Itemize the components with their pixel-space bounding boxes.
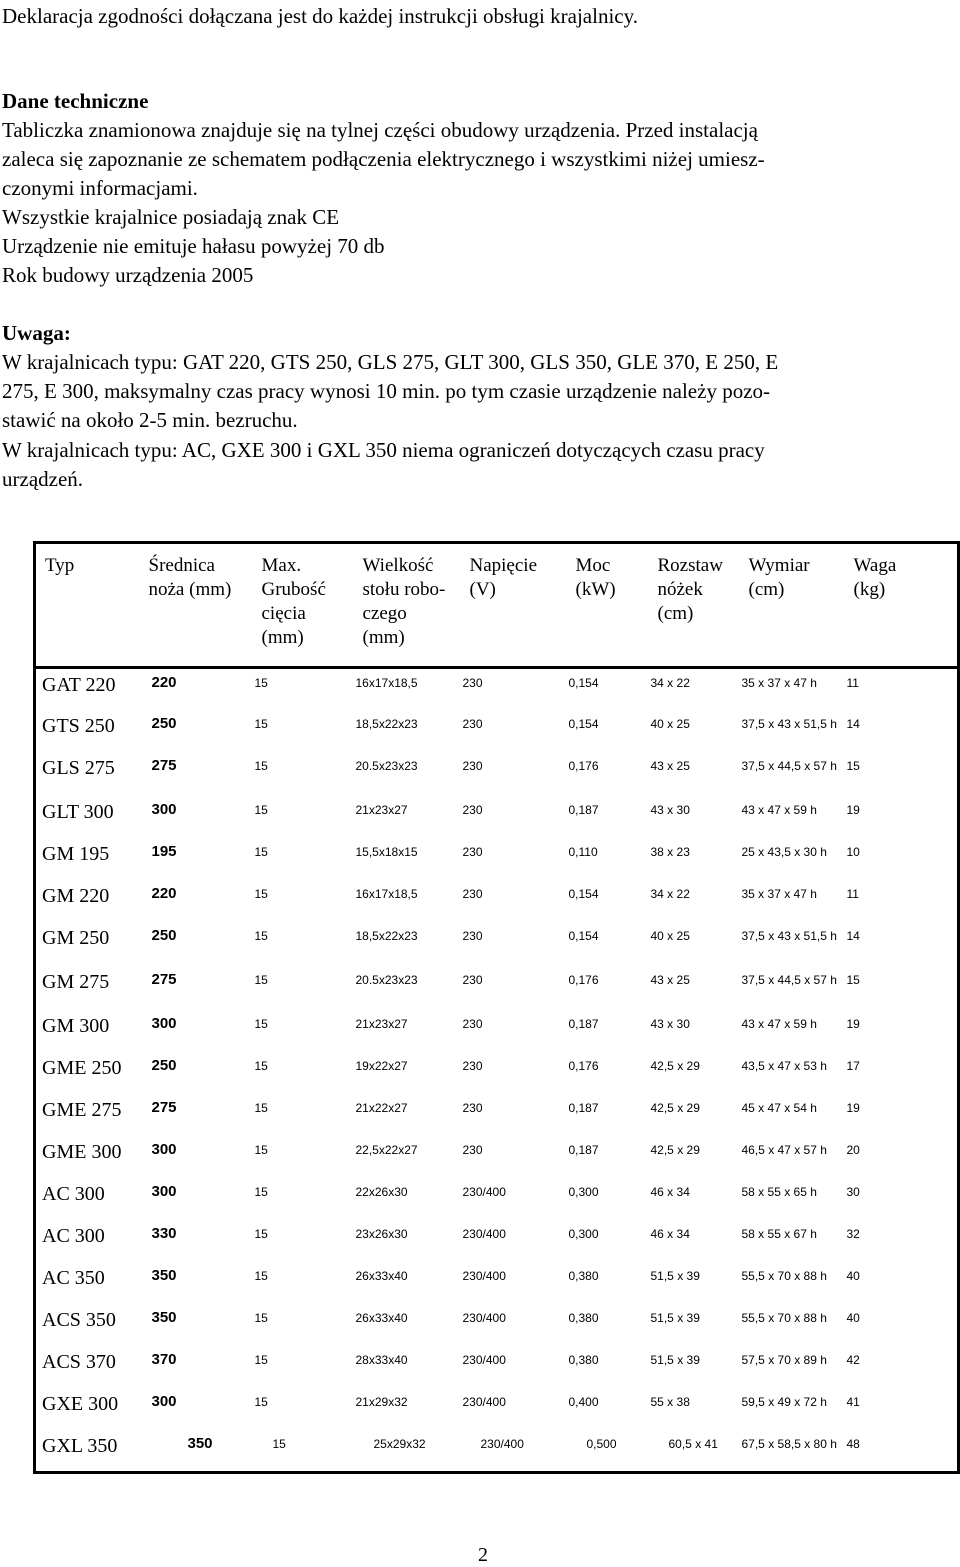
- type-cell: AC 300: [42, 1225, 105, 1248]
- blade-cell: 350: [151, 1267, 177, 1285]
- table-header-row: [35, 543, 959, 668]
- type-cell: ACS 370: [42, 1351, 116, 1374]
- table-size-cell: 15,5x18x15: [355, 844, 418, 859]
- type-cell: GME 275: [42, 1099, 122, 1122]
- blade-cell: 220: [151, 884, 177, 902]
- blade-cell: 275: [151, 756, 177, 774]
- table-size-cell: 22x26x30: [355, 1185, 408, 1200]
- dimensions-cell: 67,5 x 58,5 x 80 h: [741, 1437, 837, 1452]
- table-size-cell: 25x29x32: [373, 1437, 426, 1452]
- blade-cell: 300: [151, 1183, 177, 1201]
- weight-cell: 19: [846, 802, 860, 817]
- dimensions-cell: 43 x 47 x 59 h: [741, 1017, 817, 1032]
- table-row: [35, 966, 959, 1010]
- voltage-cell: 230/400: [462, 1227, 506, 1242]
- technical-line-3: czonymi informacjami.: [2, 176, 198, 200]
- blade-cell: 300: [151, 1141, 177, 1159]
- weight-cell: 20: [846, 1143, 860, 1158]
- power-cell: 0,154: [568, 928, 599, 943]
- leg-spacing-cell: 46 x 34: [650, 1227, 690, 1242]
- table-row: [35, 922, 959, 966]
- blade-cell: 250: [151, 714, 177, 732]
- blade-cell: 275: [151, 1099, 177, 1117]
- power-cell: 0,380: [568, 1269, 599, 1284]
- voltage-cell: 230/400: [480, 1437, 524, 1452]
- blade-cell: 275: [151, 970, 177, 988]
- dimensions-cell: 35 x 37 x 47 h: [741, 886, 817, 901]
- leg-spacing-cell: 43 x 30: [650, 802, 690, 817]
- table-size-cell: 21x23x27: [355, 1017, 408, 1032]
- leg-spacing-cell: 42,5 x 29: [650, 1059, 700, 1074]
- table-row: [35, 1220, 959, 1262]
- thickness-cell: 15: [254, 1269, 268, 1284]
- note-line-5: urządzeń.: [2, 467, 84, 491]
- leg-spacing-cell: 60,5 x 41: [668, 1437, 718, 1452]
- dimensions-cell: 55,5 x 70 x 88 h: [741, 1311, 827, 1326]
- note-line-3: stawić na około 2-5 min. bezruchu.: [2, 408, 298, 432]
- leg-spacing-cell: 42,5 x 29: [650, 1143, 700, 1158]
- weight-cell: 11: [846, 886, 859, 901]
- power-cell: 0,154: [568, 676, 599, 690]
- voltage-cell: 230: [462, 758, 483, 773]
- table-row: [35, 1178, 959, 1220]
- weight-cell: 14: [846, 928, 860, 943]
- table-row: [35, 668, 959, 710]
- weight-cell: 40: [846, 1269, 860, 1284]
- leg-spacing-cell: 34 x 22: [650, 886, 690, 901]
- type-cell: GM 300: [42, 1015, 110, 1038]
- thickness-cell: 15: [254, 1395, 268, 1410]
- type-cell: ACS 350: [42, 1309, 116, 1332]
- dimensions-cell: 37,5 x 44,5 x 57 h: [741, 972, 837, 987]
- table-row: [35, 1052, 959, 1094]
- header-blade-diameter: Średnica noża (mm): [140, 543, 253, 668]
- weight-cell: 19: [846, 1017, 860, 1032]
- weight-cell: 41: [846, 1395, 860, 1410]
- table-row: [35, 1304, 959, 1346]
- table-size-cell: 20.5x23x23: [355, 758, 418, 773]
- dimensions-cell: 58 x 55 x 65 h: [741, 1185, 817, 1200]
- voltage-cell: 230/400: [462, 1311, 506, 1326]
- dimensions-cell: 37,5 x 43 x 51,5 h: [741, 928, 837, 943]
- weight-cell: 15: [846, 972, 860, 987]
- thickness-cell: 15: [254, 1353, 268, 1368]
- leg-spacing-cell: 34 x 22: [650, 676, 690, 690]
- dimensions-cell: 58 x 55 x 67 h: [741, 1227, 817, 1242]
- voltage-cell: 230: [462, 928, 483, 943]
- weight-cell: 32: [846, 1227, 860, 1242]
- header-weight: Waga (kg): [845, 543, 959, 668]
- type-cell: GM 275: [42, 970, 110, 993]
- power-cell: 0,176: [568, 1059, 599, 1074]
- table-row: [35, 796, 959, 838]
- blade-cell: 300: [151, 800, 177, 818]
- thickness-cell: 15: [254, 1101, 268, 1116]
- specifications-table: [33, 541, 960, 1474]
- type-cell: GM 195: [42, 842, 110, 865]
- table-size-cell: 21x23x27: [355, 802, 408, 817]
- table-size-cell: 18,5x22x23: [355, 928, 418, 943]
- declaration-text: Deklaracja zgodności dołączana jest do każdej instrukcji obsługi krajalnicy.: [2, 4, 638, 28]
- dimensions-cell: 43,5 x 47 x 53 h: [741, 1059, 827, 1074]
- table-size-cell: 21x22x27: [355, 1101, 408, 1116]
- voltage-cell: 230: [462, 716, 483, 731]
- thickness-cell: 15: [254, 886, 268, 901]
- header-table-size: Wielkość stołu robo- czego (mm): [354, 543, 461, 668]
- note-heading: Uwaga:: [2, 321, 71, 345]
- technical-line-6: Rok budowy urządzenia 2005: [2, 263, 254, 287]
- power-cell: 0,110: [568, 844, 598, 859]
- power-cell: 0,154: [568, 886, 599, 901]
- type-cell: GM 250: [42, 926, 110, 949]
- power-cell: 0,400: [568, 1395, 599, 1410]
- voltage-cell: 230: [462, 844, 483, 859]
- table-row: [35, 1136, 959, 1178]
- technical-heading: Dane techniczne: [2, 89, 149, 113]
- blade-cell: 250: [151, 1057, 177, 1075]
- voltage-cell: 230/400: [462, 1395, 506, 1410]
- power-cell: 0,500: [586, 1437, 617, 1452]
- table-row: [35, 838, 959, 880]
- blade-cell: 370: [151, 1351, 177, 1369]
- dimensions-cell: 25 x 43,5 x 30 h: [741, 844, 827, 859]
- type-cell: GXL 350: [42, 1435, 118, 1458]
- blade-cell: 300: [151, 1015, 177, 1033]
- leg-spacing-cell: 43 x 30: [650, 1017, 690, 1032]
- table-row: [35, 1262, 959, 1304]
- type-cell: AC 350: [42, 1267, 105, 1290]
- header-max-thickness: Max. Grubość cięcia (mm): [253, 543, 354, 668]
- type-cell: GME 250: [42, 1057, 122, 1080]
- thickness-cell: 15: [254, 972, 268, 987]
- weight-cell: 15: [846, 758, 860, 773]
- table-row: [35, 710, 959, 752]
- blade-cell: 250: [151, 926, 177, 944]
- table-size-cell: 26x33x40: [355, 1311, 408, 1326]
- weight-cell: 40: [846, 1311, 860, 1326]
- power-cell: 0,380: [568, 1353, 599, 1368]
- technical-line-1: Tabliczka znamionowa znajduje się na tylnej części obudowy urządzenia. Przed instalacją: [2, 118, 758, 142]
- header-type: Typ: [35, 543, 140, 668]
- table-size-cell: 28x33x40: [355, 1353, 408, 1368]
- header-leg-spacing: Rozstaw nóżek (cm): [649, 543, 740, 668]
- voltage-cell: 230: [462, 886, 483, 901]
- voltage-cell: 230: [462, 1143, 483, 1158]
- thickness-cell: 15: [254, 1185, 268, 1200]
- power-cell: 0,187: [568, 1101, 599, 1116]
- dimensions-cell: 37,5 x 44,5 x 57 h: [741, 758, 837, 773]
- dimensions-cell: 37,5 x 43 x 51,5 h: [741, 716, 837, 731]
- header-dimensions: Wymiar (cm): [740, 543, 845, 668]
- thickness-cell: 15: [254, 928, 268, 943]
- weight-cell: 10: [846, 844, 860, 859]
- leg-spacing-cell: 43 x 25: [650, 758, 690, 773]
- leg-spacing-cell: 43 x 25: [650, 972, 690, 987]
- blade-cell: 220: [151, 674, 177, 691]
- dimensions-cell: 57,5 x 70 x 89 h: [741, 1353, 827, 1368]
- weight-cell: 30: [846, 1185, 860, 1200]
- power-cell: 0,300: [568, 1227, 599, 1242]
- table-size-cell: 20.5x23x23: [355, 972, 418, 987]
- weight-cell: 48: [846, 1437, 860, 1452]
- blade-cell: 350: [187, 1435, 213, 1453]
- table-row: [35, 1388, 959, 1430]
- voltage-cell: 230: [462, 802, 483, 817]
- note-line-2: 275, E 300, maksymalny czas pracy wynosi 10 min. po tym czasie urządzenie należy pozo-: [2, 379, 771, 403]
- type-cell: GAT 220: [42, 674, 116, 696]
- power-cell: 0,187: [568, 1017, 599, 1032]
- voltage-cell: 230: [462, 676, 483, 690]
- dimensions-cell: 46,5 x 47 x 57 h: [741, 1143, 827, 1158]
- thickness-cell: 15: [254, 758, 268, 773]
- technical-line-4: Wszystkie krajalnice posiadają znak CE: [2, 205, 340, 229]
- leg-spacing-cell: 42,5 x 29: [650, 1101, 700, 1116]
- voltage-cell: 230: [462, 1059, 483, 1074]
- blade-cell: 350: [151, 1309, 177, 1327]
- voltage-cell: 230: [462, 972, 483, 987]
- power-cell: 0,380: [568, 1311, 599, 1326]
- power-cell: 0,154: [568, 716, 599, 731]
- header-voltage: Napięcie (V): [461, 543, 567, 668]
- note-line-1: W krajalnicach typu: GAT 220, GTS 250, GLS 275, GLT 300, GLS 350, GLE 370, E 250, E: [2, 350, 779, 374]
- table-size-cell: 16x17x18,5: [355, 886, 418, 901]
- weight-cell: 11: [846, 676, 859, 690]
- blade-cell: 195: [151, 842, 177, 860]
- type-cell: GLT 300: [42, 800, 114, 823]
- weight-cell: 14: [846, 716, 860, 731]
- voltage-cell: 230: [462, 1017, 483, 1032]
- type-cell: GXE 300: [42, 1393, 119, 1416]
- thickness-cell: 15: [254, 1311, 268, 1326]
- table-row: [35, 1094, 959, 1136]
- table-row: [35, 752, 959, 796]
- table-size-cell: 22,5x22x27: [355, 1143, 418, 1158]
- dimensions-cell: 55,5 x 70 x 88 h: [741, 1269, 827, 1284]
- voltage-cell: 230/400: [462, 1269, 506, 1284]
- leg-spacing-cell: 51,5 x 39: [650, 1311, 700, 1326]
- thickness-cell: 15: [254, 1059, 268, 1074]
- thickness-cell: 15: [254, 676, 268, 690]
- dimensions-cell: 45 x 47 x 54 h: [741, 1101, 817, 1116]
- table-size-cell: 18,5x22x23: [355, 716, 418, 731]
- table-row: [35, 1430, 959, 1472]
- leg-spacing-cell: 40 x 25: [650, 928, 690, 943]
- weight-cell: 19: [846, 1101, 860, 1116]
- thickness-cell: 15: [254, 1143, 268, 1158]
- thickness-cell: 15: [254, 802, 268, 817]
- voltage-cell: 230/400: [462, 1185, 506, 1200]
- table-size-cell: 26x33x40: [355, 1269, 408, 1284]
- leg-spacing-cell: 51,5 x 39: [650, 1353, 700, 1368]
- weight-cell: 17: [846, 1059, 860, 1074]
- header-power: Moc (kW): [567, 543, 649, 668]
- table-size-cell: 19x22x27: [355, 1059, 408, 1074]
- table-size-cell: 21x29x32: [355, 1395, 408, 1410]
- leg-spacing-cell: 55 x 38: [650, 1395, 690, 1410]
- note-line-4: W krajalnicach typu: AC, GXE 300 i GXL 350 niema ograniczeń dotyczących czasu pracy: [2, 438, 765, 462]
- weight-cell: 42: [846, 1353, 860, 1368]
- leg-spacing-cell: 38 x 23: [650, 844, 690, 859]
- power-cell: 0,176: [568, 758, 599, 773]
- power-cell: 0,300: [568, 1185, 599, 1200]
- voltage-cell: 230/400: [462, 1353, 506, 1368]
- leg-spacing-cell: 46 x 34: [650, 1185, 690, 1200]
- power-cell: 0,176: [568, 972, 599, 987]
- type-cell: GTS 250: [42, 714, 115, 737]
- dimensions-cell: 43 x 47 x 59 h: [741, 802, 817, 817]
- voltage-cell: 230: [462, 1101, 483, 1116]
- thickness-cell: 15: [272, 1437, 286, 1452]
- power-cell: 0,187: [568, 802, 599, 817]
- type-cell: GME 300: [42, 1141, 122, 1164]
- dimensions-cell: 59,5 x 49 x 72 h: [741, 1395, 827, 1410]
- blade-cell: 300: [151, 1393, 177, 1411]
- leg-spacing-cell: 40 x 25: [650, 716, 690, 731]
- type-cell: AC 300: [42, 1183, 105, 1206]
- thickness-cell: 15: [254, 1017, 268, 1032]
- leg-spacing-cell: 51,5 x 39: [650, 1269, 700, 1284]
- type-cell: GM 220: [42, 884, 110, 907]
- power-cell: 0,187: [568, 1143, 599, 1158]
- thickness-cell: 15: [254, 1227, 268, 1242]
- table-row: [35, 880, 959, 922]
- table-size-cell: 16x17x18,5: [355, 676, 418, 690]
- table-row: [35, 1346, 959, 1388]
- thickness-cell: 15: [254, 844, 268, 859]
- technical-line-2: zaleca się zapoznanie ze schematem podłączenia elektrycznego i wszystkimi niżej umiesz-: [2, 147, 765, 171]
- thickness-cell: 15: [254, 716, 268, 731]
- type-cell: GLS 275: [42, 756, 115, 779]
- blade-cell: 330: [151, 1225, 177, 1243]
- table-body: [35, 668, 959, 1473]
- table-row: [35, 1010, 959, 1052]
- table-size-cell: 23x26x30: [355, 1227, 408, 1242]
- page-number: 2: [478, 1544, 488, 1566]
- dimensions-cell: 35 x 37 x 47 h: [741, 676, 817, 690]
- technical-line-5: Urządzenie nie emituje hałasu powyżej 70 db: [2, 234, 385, 258]
